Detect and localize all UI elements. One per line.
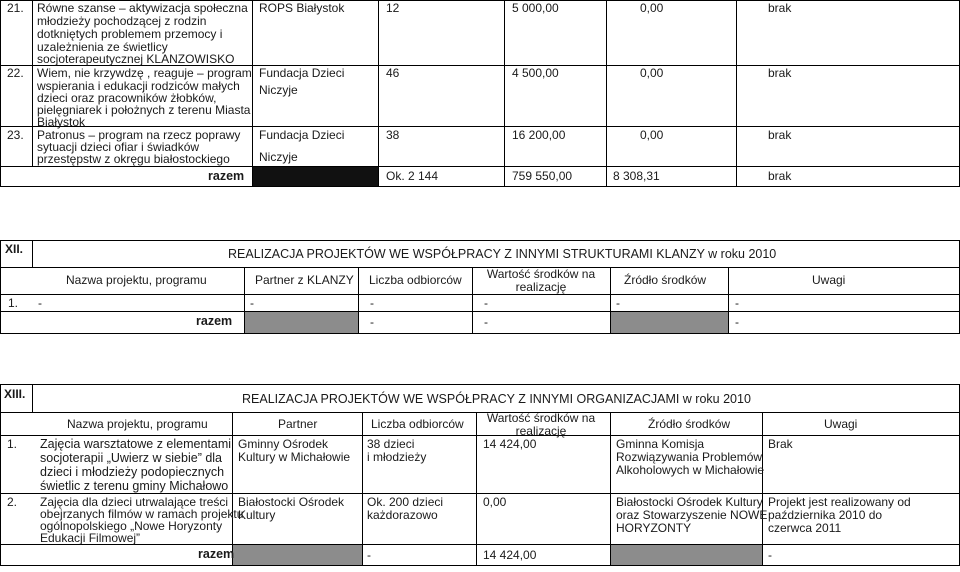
header-recipients: Liczba odbiorców xyxy=(371,417,464,431)
source: - xyxy=(616,296,620,310)
project-name-line: pielęgniarek i położnych z terenu Miasta xyxy=(37,103,251,117)
project-name-line: młodzieży pochodzącej z rodzin xyxy=(37,14,207,28)
total-label: razem xyxy=(198,547,235,561)
project-name-line: dzieci i młodzieży podopiecznych xyxy=(40,465,225,479)
project-name-line: socjoterapeutycznej KLANZOWISKO xyxy=(37,52,235,66)
project-name-line: uzależnienia ze świetlicy xyxy=(37,40,168,54)
row-number: 21. xyxy=(7,1,24,15)
source: Alkoholowych w Michałowie xyxy=(616,463,765,477)
value: 4 500,00 xyxy=(512,66,559,80)
recipients: każdorazowo xyxy=(367,508,438,522)
project-name-line: wspierania i edukacji rodziców małych xyxy=(37,79,240,93)
project-name-line: Wiem, nie krzywdzę , reaguje – program xyxy=(37,66,252,80)
recipients: 38 xyxy=(386,128,400,142)
total-source-fill xyxy=(611,545,762,565)
total-notes: - xyxy=(768,548,772,562)
project-name-line: Zajęcia dla dzieci utrwalające treści xyxy=(40,495,229,509)
source: 0,00 xyxy=(640,66,664,80)
source: Rozwiązywania Problemów xyxy=(616,450,763,464)
header-partner: Partner z KLANZY xyxy=(255,273,354,287)
total-label: razem xyxy=(196,314,233,328)
total-partner-fill xyxy=(253,167,378,186)
project-name-line: świetlic z terenu gminy Michałowo xyxy=(40,479,229,493)
project-name-line: Równe szanse – aktywizacja społeczna xyxy=(37,1,248,15)
project-name-line: socjoterapii „Uwierz w siebie” dla xyxy=(40,451,223,465)
total-source-fill xyxy=(611,312,728,333)
section-title: REALIZACJA PROJEKTÓW WE WSPÓŁPRACY Z INNYMI ORGANIZACJAMI w roku 2010 xyxy=(242,392,751,406)
project-name-line: Patronus – program na rzecz poprawy xyxy=(37,128,241,142)
recipients: 46 xyxy=(386,66,400,80)
project-name-line: dzieci oraz pracowników żłobków, xyxy=(37,91,217,105)
total-label: razem xyxy=(208,169,245,183)
source: 0,00 xyxy=(640,128,664,142)
total-recipients: - xyxy=(370,315,374,329)
header-partner: Partner xyxy=(278,417,318,431)
value: 16 200,00 xyxy=(512,128,566,142)
header-name: Nazwa projektu, programu xyxy=(66,273,207,287)
project-name-line: Białystok xyxy=(37,115,86,129)
total-value: - xyxy=(484,315,488,329)
total-source: 8 308,31 xyxy=(613,169,660,183)
source: oraz Stowarzyszenie NOWE xyxy=(616,508,768,522)
project-name: - xyxy=(38,296,42,310)
total-notes: brak xyxy=(768,169,792,183)
recipients: 38 dzieci xyxy=(367,437,415,451)
section-title: REALIZACJA PROJEKTÓW WE WSPÓŁPRACY Z INNYMI STRUKTURAMI KLANZY w roku 2010 xyxy=(228,247,777,261)
header-name: Nazwa projektu, programu xyxy=(67,417,208,431)
value: 5 000,00 xyxy=(512,1,559,15)
project-name-line: dotkniętych problemem przemocy i xyxy=(37,27,223,41)
notes: brak xyxy=(768,128,792,142)
notes: czerwca 2011 xyxy=(768,521,842,535)
project-name-line: obejrzanych filmów w ramach projektu xyxy=(40,507,244,521)
recipients: - xyxy=(370,296,374,310)
value: 0,00 xyxy=(483,495,507,509)
value: 14 424,00 xyxy=(483,437,537,451)
partner: Kultury w Michałowie xyxy=(238,450,351,464)
header-notes: Uwagi xyxy=(824,417,858,431)
source: HORYZONTY xyxy=(616,521,692,535)
section-number: XII. xyxy=(5,242,24,256)
notes: października 2010 do xyxy=(768,508,883,522)
header-value: Wartość środków na xyxy=(486,267,596,281)
partner: Gminny Ośrodek xyxy=(238,437,329,451)
row-number: 2. xyxy=(7,495,18,509)
partner: - xyxy=(250,296,254,310)
header-value: realizację xyxy=(515,424,567,438)
total-partner-fill xyxy=(245,312,358,333)
total-notes: - xyxy=(735,315,739,329)
row-number: 1. xyxy=(8,296,19,310)
header-recipients: Liczba odbiorców xyxy=(369,273,462,287)
header-source: Źródło środków xyxy=(648,417,731,431)
recipients: Ok. 200 dzieci xyxy=(367,495,444,509)
notes: Brak xyxy=(768,437,793,451)
value: - xyxy=(484,296,488,310)
total-value: 14 424,00 xyxy=(483,548,537,562)
total-value: 759 550,00 xyxy=(512,169,573,183)
source: Białostocki Ośrodek Kultury xyxy=(616,495,763,509)
notes: brak xyxy=(768,66,792,80)
source: 0,00 xyxy=(640,1,664,15)
project-name-line: przestępstw z okręgu białostockiego xyxy=(37,152,230,166)
header-notes: Uwagi xyxy=(812,273,846,287)
row-number: 22. xyxy=(7,66,24,80)
recipients: 12 xyxy=(386,1,400,15)
total-recipients: - xyxy=(367,548,371,562)
project-name-line: Zajęcia warsztatowe z elementami xyxy=(40,437,232,451)
project-name-line: sytuacji dzieci ofiar i świadków xyxy=(37,140,200,154)
row-number: 1. xyxy=(7,437,18,451)
partner: Fundacja Dzieci xyxy=(259,128,345,142)
partner: Kultury xyxy=(238,508,276,522)
header-value: realizację xyxy=(515,280,567,294)
total-partner-fill xyxy=(233,545,362,565)
header-value: Wartość środków na xyxy=(486,411,596,425)
notes: brak xyxy=(768,1,792,15)
total-recipients: Ok. 2 144 xyxy=(386,169,439,183)
project-name-line: ogólnopolskiego „Nowe Horyzonty xyxy=(40,519,223,533)
partner: Fundacja Dzieci xyxy=(259,66,345,80)
section-number: XIII. xyxy=(4,387,26,401)
notes: - xyxy=(735,296,739,310)
header-source: Źródło środków xyxy=(624,273,707,287)
partner: Niczyje xyxy=(259,83,298,97)
partner: Białostocki Ośrodek xyxy=(238,495,345,509)
partner: ROPS Białystok xyxy=(259,1,345,15)
partner: Niczyje xyxy=(259,150,298,164)
recipients: i młodzieży xyxy=(367,450,427,464)
row-number: 23. xyxy=(7,128,24,142)
notes: Projekt jest realizowany od xyxy=(768,495,911,509)
project-name-line: Edukacji Filmowej” xyxy=(40,531,141,545)
source: Gminna Komisja xyxy=(616,437,705,451)
